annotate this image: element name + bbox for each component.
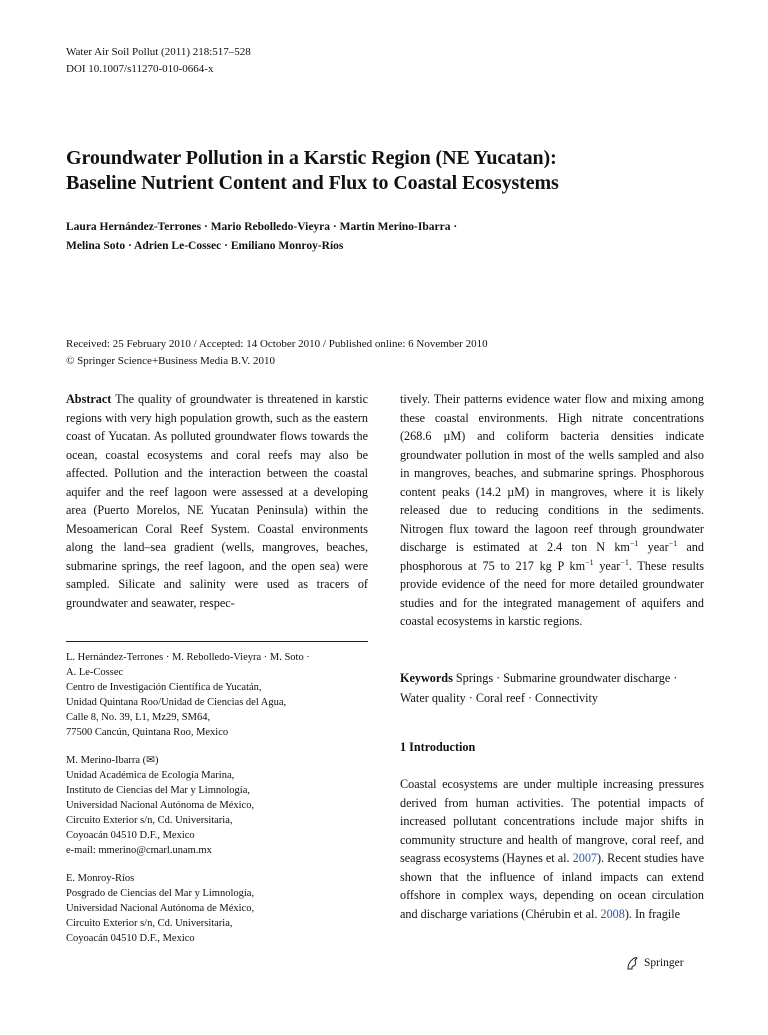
publisher-logo [624,955,684,971]
keywords-text: Springs · Submarine groundwater discharge · Water quality · Coral reef · Connectivity [400,671,678,705]
citation-link[interactable]: 2008 [600,906,625,921]
affiliation-line: Unidad Académica de Ecología Marina, [66,770,235,781]
intro-text-3: ). In fragile [624,906,680,921]
superscript-minus-one: −1 [629,538,639,548]
affiliation-line: 77500 Cancún, Quintana Roo, Mexico [66,727,229,738]
abstract-left-column [66,390,368,612]
introduction-text [400,775,704,923]
email-link[interactable]: e-mail: mmerino@cmarl.unam.mx [66,845,212,856]
springer-horse-icon [624,955,640,971]
journal-header [66,44,251,78]
superscript-minus-one: −1 [585,557,594,567]
affiliation-line: Coyoacán 04510 D.F., Mexico [66,933,195,944]
intro-text-1: Coastal ecosystems are under multiple increasing pressures derived from human activities. The potential impacts of increased pollutant concentrations include major shifts in community structure and health of mangrove, coral reef, and seagrass ecosystems (Haynes et al. [400,777,704,865]
affiliation-block [66,650,368,740]
abstract-year-1: year [638,540,669,554]
affiliation-line: E. Monroy-Ríos [66,873,135,884]
affiliation-block [66,871,368,946]
received-dates: Received: 25 February 2010 / Accepted: 14 October 2010 / Published online: 6 November 2010 [66,338,488,350]
affiliation-line: Coyoacán 04510 D.F., Mexico [66,830,195,841]
intro-text-2: ). Recent studies have shown that the influence of inland impacts can extend offshore in complex ways, depending on ocean circulation and discharge variations (Chérubin et al. [400,851,704,921]
keywords-label: Keywords [400,671,453,685]
affiliation-line: Centro de Investigación Científica de Yucatán, [66,682,262,693]
authors-line-2: Melina Soto · Adrien Le-Cossec · Emiliano Monroy-Ríos [66,240,344,252]
affiliation-line: Calle 8, No. 39, L1, Mz29, SM64, [66,712,211,723]
paper-title [66,146,716,196]
affiliation-line: Instituto de Ciencias del Mar y Limnología, [66,785,251,796]
abstract-text-right-2: and phosphorous at 75 to 217 kg P km [400,540,704,573]
footnote-divider [66,641,368,642]
author-list [66,218,716,256]
affiliation-line: Circuito Exterior s/n, Cd. Universitaria, [66,918,233,929]
abstract-text-right-3: . These results provide evidence of the need for more detailed groundwater studies and for the integrated management of aquifers and coastal ecosystems in karstic regions. [400,558,704,628]
title-line-1: Groundwater Pollution in a Karstic Region (NE Yucatan): [66,147,557,169]
affiliation-line: Universidad Nacional Autónoma de México, [66,903,255,914]
affiliation-line: Unidad Quintana Roo/Unidad de Ciencias del Agua, [66,697,287,708]
copyright-notice: © Springer Science+Business Media B.V. 2010 [66,355,275,367]
superscript-minus-one: −1 [668,538,678,548]
publication-history [66,336,726,370]
journal-citation: Water Air Soil Pollut (2011) 218:517–528 [66,46,251,58]
publisher-name: Springer [644,957,684,969]
affiliation-line: L. Hernández-Terrones · M. Rebolledo-Vieyra · M. Soto · [66,652,310,663]
affiliation-line: Posgrado de Ciencias del Mar y Limnología, [66,888,255,899]
corresponding-author: M. Merino-Ibarra (✉) [66,755,159,766]
doi: DOI 10.1007/s11270-010-0664-x [66,63,214,75]
abstract-label: Abstract [66,392,112,406]
authors-line-1: Laura Hernández-Terrones · Mario Rebolledo-Vieyra · Martin Merino-Ibarra · [66,221,458,233]
affiliation-line: Circuito Exterior s/n, Cd. Universitaria, [66,815,233,826]
keywords [400,668,704,708]
abstract-right-column [400,390,704,631]
affiliation-line: Universidad Nacional Autónoma de México, [66,800,255,811]
affiliation-line: A. Le-Cossec [66,667,124,678]
affiliation-block [66,753,368,858]
abstract-text-left: The quality of groundwater is threatened in karstic regions with very high population growth, such as the eastern coast of Yucatan. As polluted groundwater flows towards the ocean, coastal ecosystems and coral reefs may also be affected. Pollution and the interaction between the coastal aquifer and the reef lagoon were assessed at a developing area (Puerto Morelos, NE Yucatan Peninsula) within the Mesoamerican Coral Reef System. Coastal environments along the land–sea gradient (wells, mangroves, beaches, submarine springs, the reef lagoon, and the open sea) were sampled. Silicate and salinity were used as tracers of groundwater and seawater, respec- [66,392,368,610]
section-heading-introduction: 1 Introduction [400,740,476,754]
title-line-2: Baseline Nutrient Content and Flux to Coastal Ecosystems [66,172,559,194]
abstract-year-2: year [593,558,621,573]
superscript-minus-one: −1 [620,557,629,567]
affiliations [66,650,368,959]
abstract-text-right-1: tively. Their patterns evidence water flow and mixing among these coastal environments. High nitrate concentrations (268.6 µM) and coliform bacteria densities indicate groundwater pollution in most of the wells sampled and also in mangroves, beaches, and submarine springs. Phosphorous content peaks (14.2 µM) in mangroves, where it is likely released due to reducing conditions in the sediments. Nitrogen flux toward the lagoon reef through groundwater discharge is estimated at 2.4 ton N km [400,392,704,554]
citation-link[interactable]: 2007 [572,851,598,865]
